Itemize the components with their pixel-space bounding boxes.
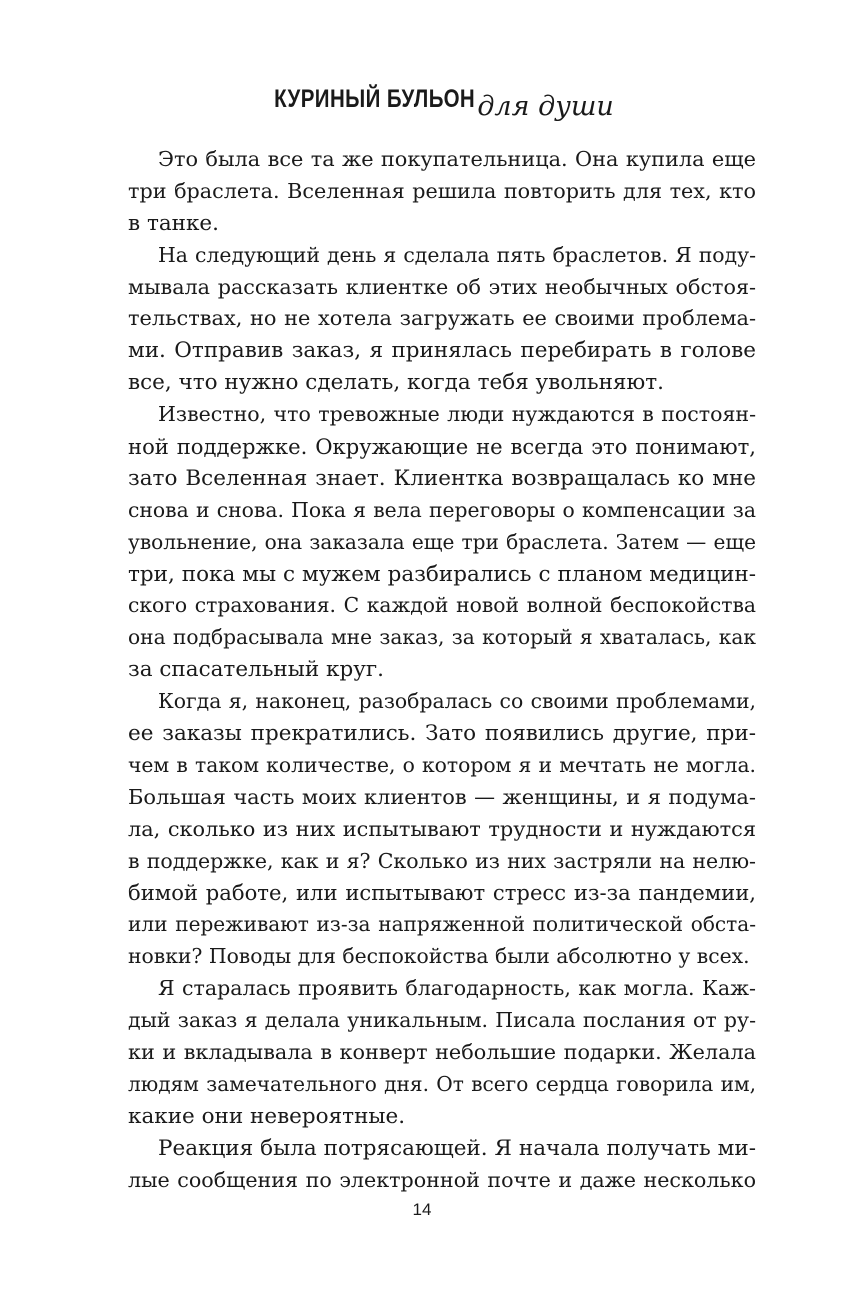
page-number: 14 bbox=[412, 1200, 432, 1219]
running-head-title: КУРИНЫЙ БУЛЬОН bbox=[274, 85, 476, 113]
text-line: все, что нужно сделать, когда тебя увольняют. bbox=[128, 370, 664, 396]
text-line: мывала рассказать клиентке об этих необычных обстоя- bbox=[128, 274, 756, 299]
text-line: снова и снова. Пока я вела переговоры о компенсации за bbox=[128, 497, 756, 522]
running-head-script: для души bbox=[477, 91, 614, 122]
text-line: Реакция была потрясающей. Я начала получать ми- bbox=[158, 1135, 756, 1161]
text-line: за спасательный круг. bbox=[128, 657, 384, 683]
running-head bbox=[0, 83, 844, 122]
text-line: три, пока мы с мужем разбирались с планом медицин- bbox=[128, 561, 756, 587]
text-line: ной поддержке. Окружающие не всегда это понимают, bbox=[128, 434, 756, 460]
text-line: она подбрасывала мне заказ, за который я хваталась, как bbox=[128, 625, 756, 650]
text-line: Я старалась проявить благодарность, как могла. Каж- bbox=[158, 976, 756, 1001]
text-line: ского страхования. С каждой новой волной беспокойства bbox=[128, 593, 756, 618]
text-line: Большая часть моих клиентов — женщины, и я подума- bbox=[128, 784, 756, 809]
text-line: или переживают из-за напряженной политической обста- bbox=[128, 912, 756, 937]
body-text bbox=[128, 144, 756, 1196]
text-line: зато Вселенная знает. Клиентка возвращалась ко мне bbox=[128, 465, 756, 491]
text-line: лые сообщения по электронной почте и даже несколько bbox=[128, 1167, 756, 1192]
text-line: На следующий день я сделала пять браслетов. Я поду- bbox=[158, 242, 756, 267]
text-line: в танке. bbox=[128, 210, 219, 236]
text-line: чем в таком количестве, о котором я и мечтать не могла. bbox=[128, 752, 756, 777]
text-line: Это была все та же покупательница. Она купила еще bbox=[158, 147, 756, 171]
text-line: дый заказ я делала уникальным. Писала послания от ру- bbox=[128, 1008, 756, 1033]
text-line: ки и вкладывала в конверт небольшие подарки. Желала bbox=[128, 1039, 756, 1064]
text-line: ее заказы прекратились. Зато появились другие, при- bbox=[128, 721, 756, 747]
text-line: какие они невероятные. bbox=[128, 1103, 406, 1129]
text-line: тельствах, но не хотела загружать ее своими проблема- bbox=[128, 306, 756, 331]
text-line: три браслета. Вселенная решила повторить для тех, кто bbox=[128, 178, 756, 203]
text-line: в поддержке, как и я? Сколько из них застряли на нелю- bbox=[128, 848, 756, 873]
text-line: новки? Поводы для беспокойства были абсолютно у всех. bbox=[128, 944, 750, 969]
text-line: Известно, что тревожные люди нуждаются в постоян- bbox=[158, 402, 756, 427]
text-line: ми. Отправив заказ, я принялась перебирать в голове bbox=[128, 338, 756, 364]
text-line: Когда я, наконец, разобралась со своими проблемами, bbox=[158, 689, 756, 714]
text-line: бимой работе, или испытывают стресс из-за пандемии, bbox=[128, 880, 756, 906]
text-line: людям замечательного дня. От всего сердца говорила им, bbox=[128, 1071, 756, 1096]
text-line: увольнение, она заказала еще три браслета. Затем — еще bbox=[128, 529, 756, 554]
text-line: ла, сколько из них испытывают трудности и нуждаются bbox=[128, 816, 756, 841]
